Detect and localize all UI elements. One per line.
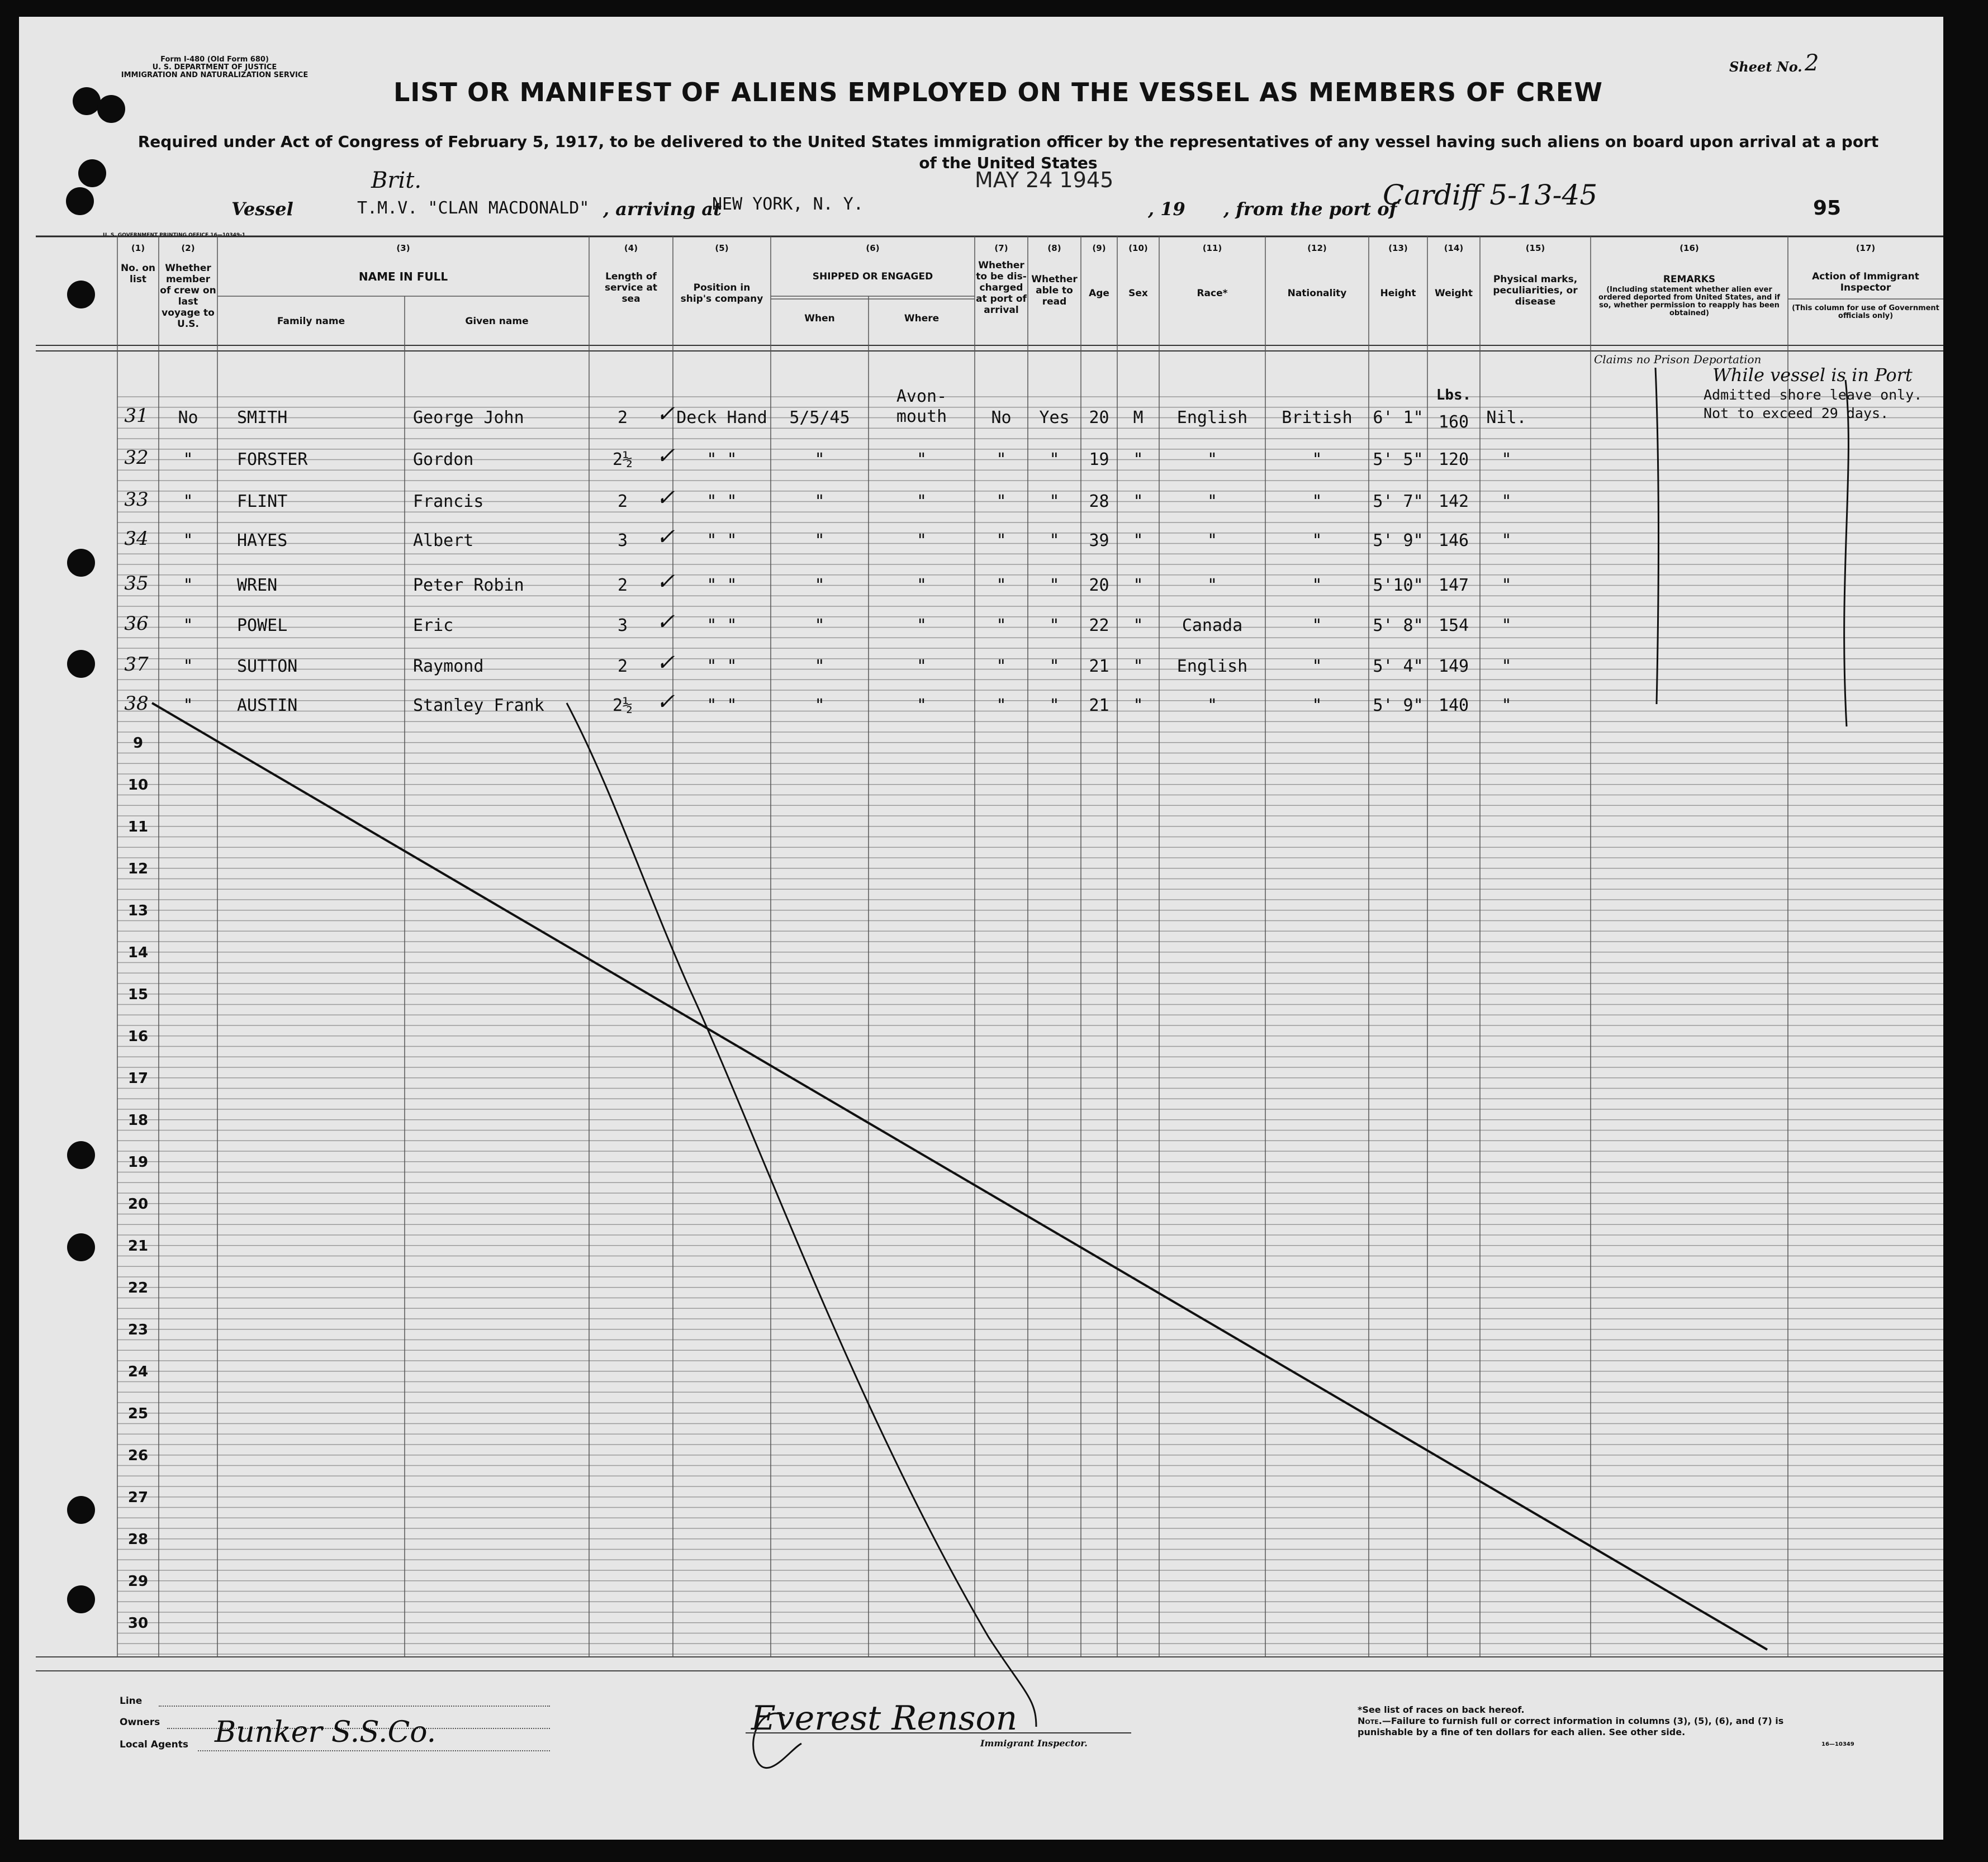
cell-weight: 146 (1438, 531, 1469, 550)
check-mark: ✓ (656, 650, 675, 676)
row-number: 11 (127, 819, 149, 835)
requirement-text: Required under Act of Congress of February 5, 1917, to be delivered to the United States immigration officer by the representatives of any vessel having such aliens on board upon arrival at a port of the United States (137, 132, 1879, 172)
col-header-weight: Weight (1435, 288, 1473, 299)
cell-height: 6' 1" (1373, 408, 1424, 428)
cell-position: " " (706, 531, 737, 550)
cell-given-name: Peter Robin (413, 576, 524, 595)
cell-nationality: " (1312, 696, 1322, 715)
note-fine (1358, 1716, 1838, 1738)
cell-able-read: " (1049, 576, 1060, 595)
cell-race: " (1207, 576, 1218, 595)
col-header-remarks-note: (Including statement whether alien ever ordered deported from United States, and if so, whether permission to reapply has been obtained) (1598, 286, 1780, 317)
row-number: 13 (127, 902, 149, 919)
cell-height: 5' 9" (1373, 531, 1424, 550)
cell-given-name: Raymond (413, 657, 484, 676)
cell-sex: " (1133, 657, 1144, 676)
cell-sex: " (1133, 616, 1144, 635)
col-header-member-crew: Whether member of crew on last voyage to U.S. (160, 263, 216, 330)
agents-signature: Bunker S.S.Co. (215, 1716, 436, 1749)
cell-race: English (1176, 657, 1248, 676)
cell-crew: " (183, 492, 193, 511)
col-header-action: Action of Immigrant Inspector (1812, 271, 1919, 293)
cell-when: " (814, 696, 825, 715)
cell-service: 2 (617, 408, 628, 428)
row-number: 18 (127, 1112, 149, 1129)
cell-physical: " (1501, 450, 1512, 469)
date-stamp: MAY 24 1945 (975, 168, 1114, 192)
cell-race: English (1176, 408, 1248, 428)
cell-weight: 149 (1438, 657, 1469, 676)
cell-position: " " (706, 696, 737, 715)
agents-label: Local Agents (120, 1739, 189, 1750)
row-number: 12 (127, 861, 149, 877)
col-header-position: Position in ship's company (680, 282, 763, 305)
note-text: —Failure to furnish full or correct information in columns (3), (5), (6), and (7) is punishable by a fine of ten dollars for each alien. See other side. (1358, 1716, 1784, 1737)
inspector-signature: Everest Renson (751, 1699, 1018, 1738)
note-races: *See list of races on back hereof. (1358, 1704, 1525, 1715)
cell-position: " " (706, 616, 737, 635)
row-number: 31 (124, 405, 149, 427)
col-num: (4) (624, 243, 638, 253)
cell-where: " (916, 576, 927, 595)
col-num: (1) (131, 243, 145, 253)
cell-nationality: British (1282, 408, 1353, 428)
cell-family-name: FORSTER (237, 450, 308, 469)
row-number: 22 (127, 1280, 149, 1296)
cell-where: " (916, 616, 927, 635)
cell-physical: " (1501, 616, 1512, 635)
row-number: 21 (127, 1238, 149, 1255)
col-num: (16) (1679, 243, 1699, 253)
cell-family-name: AUSTIN (237, 696, 298, 715)
cell-height: 5'10" (1373, 576, 1424, 595)
cell-race: " (1207, 531, 1218, 550)
cell-when: " (814, 576, 825, 595)
cell-given-name: Gordon (413, 450, 474, 469)
action-handwriting: While vessel is in Port (1712, 364, 1913, 386)
row-number: 17 (127, 1070, 149, 1087)
cell-age: 21 (1089, 657, 1109, 676)
col-header-name-in-full: NAME IN FULL (358, 270, 448, 283)
cell-family-name: POWEL (237, 616, 288, 635)
col-header-family-name: Family name (277, 316, 345, 327)
row-number: 37 (124, 653, 149, 676)
cell-when: 5/5/45 (789, 408, 850, 428)
col-num: (13) (1388, 243, 1408, 253)
sheet-number: 2 (1805, 50, 1819, 76)
row-number: 28 (127, 1531, 149, 1548)
cell-age: 39 (1089, 531, 1109, 550)
cell-sex: " (1133, 696, 1144, 715)
cell-discharged: " (996, 616, 1007, 635)
cell-position: " " (706, 657, 737, 676)
cell-weight: 160 (1438, 412, 1469, 432)
col-num: (12) (1307, 243, 1327, 253)
row-number: 34 (124, 528, 149, 550)
printing-office: U. S. GOVERNMENT PRINTING OFFICE 16—10349-1 (103, 232, 246, 238)
col-num: (15) (1525, 243, 1545, 253)
cell-race: Canada (1182, 616, 1243, 635)
check-mark: ✓ (656, 609, 675, 635)
note-label: Note. (1358, 1716, 1382, 1726)
cell-crew: No (178, 408, 198, 428)
cell-position: " " (706, 492, 737, 511)
owners-label: Owners (120, 1717, 160, 1728)
cell-sex: M (1133, 408, 1144, 428)
page-title: LIST OR MANIFEST OF ALIENS EMPLOYED ON THE VESSEL AS MEMBERS OF CREW (393, 77, 1603, 107)
cell-when: " (814, 531, 825, 550)
cell-when: " (814, 450, 825, 469)
cell-where: " (916, 657, 927, 676)
cell-age: 20 (1089, 576, 1109, 595)
col-header-no-on-list: No. on list (120, 263, 156, 285)
cell-weight: 147 (1438, 576, 1469, 595)
cell-able-read: " (1049, 657, 1060, 676)
col-num: (9) (1092, 243, 1106, 253)
cell-given-name: George John (413, 408, 524, 428)
col-header-nationality: Nationality (1287, 288, 1347, 299)
row-number: 15 (127, 986, 149, 1003)
agents-rule (198, 1750, 550, 1751)
col-num: (17) (1856, 243, 1876, 253)
remarks-handwriting: Claims no Prison Deportation (1594, 353, 1762, 366)
cell-where: " (916, 492, 927, 511)
col-header-sex: Sex (1128, 288, 1148, 299)
col-num: (5) (715, 243, 729, 253)
col-header-height: Height (1380, 288, 1416, 299)
cell-family-name: SMITH (237, 408, 288, 428)
cell-weight: 140 (1438, 696, 1469, 715)
col-num: (14) (1444, 243, 1464, 253)
cell-service: 2½ (612, 450, 633, 469)
footer-notes (1358, 1704, 1838, 1738)
cell-where: " (916, 696, 927, 715)
cell-discharged: " (996, 492, 1007, 511)
cell-nationality: " (1312, 616, 1322, 635)
row-number: 32 (124, 446, 149, 469)
cell-weight: 120 (1438, 450, 1469, 469)
cell-age: 28 (1089, 492, 1109, 511)
cell-given-name: Stanley Frank (413, 696, 544, 715)
cell-when: " (814, 616, 825, 635)
department: U. S. DEPARTMENT OF JUSTICE (152, 63, 277, 72)
check-mark: ✓ (656, 443, 675, 469)
cell-height: 5' 7" (1373, 492, 1424, 511)
row-number: 36 (124, 612, 149, 635)
cell-where: Avon- mouth (896, 387, 947, 426)
col-num: (6) (866, 243, 880, 253)
cell-sex: " (1133, 492, 1144, 511)
cell-able-read: " (1049, 616, 1060, 635)
action-typed: Admitted shore leave only. Not to exceed 29 days. (1704, 387, 1923, 421)
cell-sex: " (1133, 576, 1144, 595)
vessel-label: Vessel (231, 198, 293, 220)
cell-crew: " (183, 657, 193, 676)
list-number: 95 (1813, 197, 1842, 220)
col-header-discharged: Whether to be dis-charged at port of arrival (976, 260, 1027, 316)
cell-age: 22 (1089, 616, 1109, 635)
cell-crew: " (183, 696, 193, 715)
cell-age: 21 (1089, 696, 1109, 715)
col-header-action-note: (This column for use of Government officials only) (1792, 304, 1939, 320)
cell-service: 3 (617, 531, 628, 550)
cell-physical: " (1501, 576, 1512, 595)
cell-nationality: " (1312, 657, 1322, 676)
cell-family-name: SUTTON (237, 657, 298, 676)
cell-when: " (814, 492, 825, 511)
col-header-age: Age (1089, 288, 1109, 299)
row-number: 33 (124, 488, 149, 511)
cell-height: 5' 9" (1373, 696, 1424, 715)
cell-sex: " (1133, 450, 1144, 469)
cell-nationality: " (1312, 531, 1322, 550)
cell-discharged: No (991, 408, 1012, 428)
cell-position: " " (706, 450, 737, 469)
col-header-when: When (804, 313, 835, 324)
cell-able-read: " (1049, 531, 1060, 550)
arriving-port: NEW YORK, N. Y. (712, 194, 863, 214)
cell-given-name: Eric (413, 616, 454, 635)
cell-position: " " (706, 576, 737, 595)
vessel-name: T.M.V. "CLAN MACDONALD" (357, 198, 590, 218)
cell-service: 2 (617, 657, 628, 676)
sheet-label: Sheet No. (1729, 59, 1802, 75)
col-num: (10) (1128, 243, 1148, 253)
cell-age: 20 (1089, 408, 1109, 428)
cell-physical: " (1501, 492, 1512, 511)
form-id: Form I-480 (Old Form 680) (160, 55, 269, 64)
check-mark: ✓ (656, 689, 675, 715)
row-number: 30 (127, 1615, 149, 1632)
cell-height: 5' 4" (1373, 657, 1424, 676)
form-code: 16—10349 (1821, 1741, 1854, 1747)
cell-race: " (1207, 696, 1218, 715)
row-number: 10 (127, 777, 149, 794)
cell-weight: 154 (1438, 616, 1469, 635)
row-number: 38 (124, 692, 149, 715)
check-mark: ✓ (656, 485, 675, 511)
cell-height: 5' 8" (1373, 616, 1424, 635)
col-header-race: Race* (1197, 288, 1228, 299)
row-number: 9 (132, 735, 144, 752)
row-number: 16 (127, 1028, 149, 1045)
cell-age: 19 (1089, 450, 1109, 469)
cell-discharged: " (996, 450, 1007, 469)
cell-able-read: Yes (1039, 408, 1070, 428)
year-label: , 19 (1148, 198, 1185, 220)
col-header-remarks: REMARKS (1663, 274, 1716, 285)
cell-weight: 142 (1438, 492, 1469, 511)
arriving-label: , arriving at (603, 198, 722, 220)
row-number: 24 (127, 1364, 149, 1380)
cell-height: 5' 5" (1373, 450, 1424, 469)
line-label: Line (120, 1695, 143, 1707)
cell-able-read: " (1049, 450, 1060, 469)
cell-physical: " (1501, 696, 1512, 715)
col-header-given-name: Given name (465, 316, 529, 327)
weight-unit: Lbs. (1436, 387, 1472, 403)
col-header-length-service: Length of service at sea (604, 271, 658, 305)
cell-nationality: " (1312, 492, 1322, 511)
check-mark: ✓ (656, 524, 675, 550)
col-header-where: Where (904, 313, 940, 324)
service: IMMIGRATION AND NATURALIZATION SERVICE (121, 71, 309, 79)
cell-discharged: " (996, 531, 1007, 550)
cell-where: " (916, 531, 927, 550)
col-num: (8) (1047, 243, 1061, 253)
check-mark: ✓ (656, 401, 675, 427)
row-number: 26 (127, 1447, 149, 1464)
cell-physical: Nil. (1486, 408, 1527, 428)
from-label: , from the port of (1223, 198, 1397, 220)
col-header-able-read: Whether able to read (1031, 274, 1078, 307)
cell-crew: " (183, 616, 193, 635)
cell-able-read: " (1049, 696, 1060, 715)
cell-nationality: " (1312, 576, 1322, 595)
col-num: (11) (1202, 243, 1222, 253)
cell-when: " (814, 657, 825, 676)
row-number: 23 (127, 1322, 149, 1338)
line-rule (159, 1706, 550, 1707)
cell-sex: " (1133, 531, 1144, 550)
cell-service: 2 (617, 576, 628, 595)
row-number: 27 (127, 1489, 149, 1506)
cell-race: " (1207, 450, 1218, 469)
col-header-physical: Physical marks, peculiarities, or disease (1493, 274, 1578, 307)
cell-given-name: Francis (413, 492, 484, 511)
cell-position: Deck Hand (676, 408, 767, 428)
row-number: 25 (127, 1405, 149, 1422)
cell-crew: " (183, 450, 193, 469)
cell-service: 2 (617, 492, 628, 511)
cell-discharged: " (996, 696, 1007, 715)
cell-physical: " (1501, 657, 1512, 676)
row-number: 29 (127, 1573, 149, 1590)
row-number: 14 (127, 944, 149, 961)
from-port: Cardiff 5-13-45 (1383, 179, 1598, 211)
cell-discharged: " (996, 657, 1007, 676)
cell-family-name: WREN (237, 576, 278, 595)
vessel-note: Brit. (371, 168, 422, 193)
cell-service: 2½ (612, 696, 633, 715)
check-mark: ✓ (656, 569, 675, 595)
col-num: (3) (396, 243, 410, 253)
cell-crew: " (183, 531, 193, 550)
col-header-shipped: SHIPPED OR ENGAGED (812, 271, 933, 282)
row-number: 35 (124, 572, 149, 595)
cell-able-read: " (1049, 492, 1060, 511)
cell-given-name: Albert (413, 531, 474, 550)
inspector-label: Immigrant Inspector. (980, 1738, 1088, 1749)
cell-nationality: " (1312, 450, 1322, 469)
cell-family-name: HAYES (237, 531, 288, 550)
cell-crew: " (183, 576, 193, 595)
cell-discharged: " (996, 576, 1007, 595)
row-number: 20 (127, 1196, 149, 1213)
cell-physical: " (1501, 531, 1512, 550)
manifest-sheet (19, 17, 1943, 1840)
cell-where: " (916, 450, 927, 469)
row-number: 19 (127, 1154, 149, 1171)
cell-family-name: FLINT (237, 492, 288, 511)
col-num: (2) (181, 243, 195, 253)
inspector-rule (746, 1732, 1131, 1733)
col-num: (7) (994, 243, 1008, 253)
cell-race: " (1207, 492, 1218, 511)
cell-service: 3 (617, 616, 628, 635)
